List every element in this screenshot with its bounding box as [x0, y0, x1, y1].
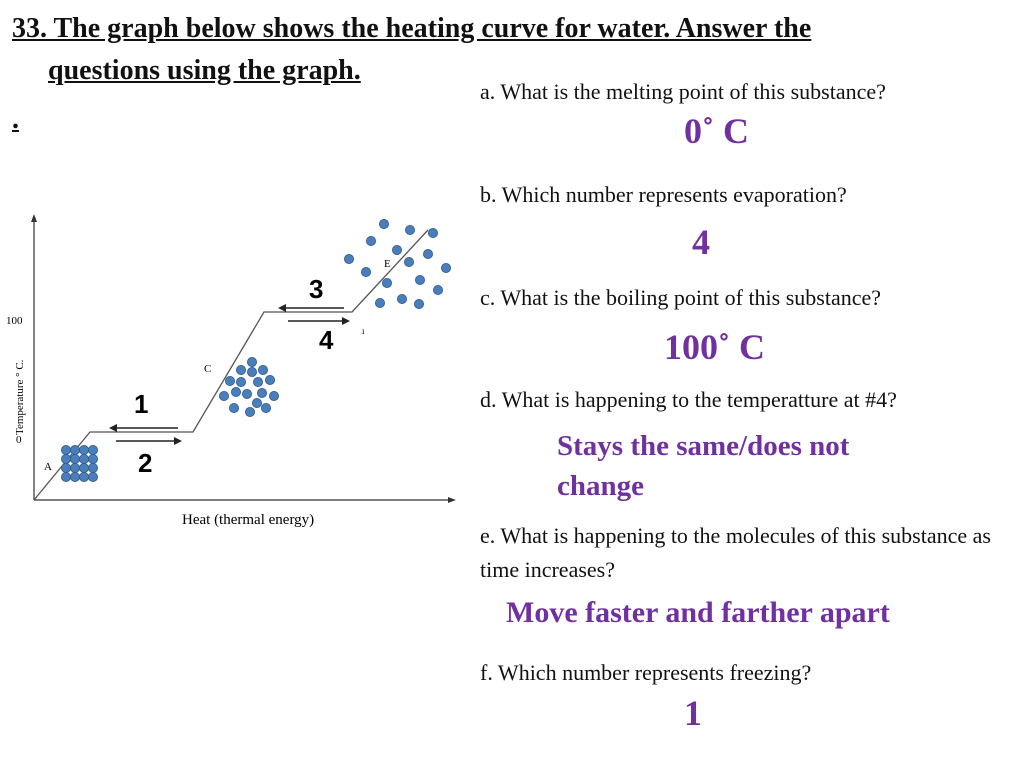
- mark-2: 2: [138, 448, 153, 478]
- question-e: e. What is happening to the molecules of this substance as time increases?: [480, 523, 991, 582]
- stray-mark: ı: [362, 326, 365, 336]
- answer-d-line-1: Stays the same/does not: [557, 430, 850, 462]
- heading-line-2: questions using the graph.: [48, 55, 361, 86]
- answer-d: [557, 426, 849, 506]
- y-axis-arrow: [31, 214, 37, 222]
- question-b: b. Which number represents evaporation?: [480, 182, 847, 207]
- y-tick-0: 0: [16, 434, 22, 446]
- bullet-dot: .: [12, 104, 19, 135]
- mark-4: 4: [319, 325, 334, 355]
- heating-curve-graph: [0, 210, 470, 540]
- question-d: d. What is happening to the temperatture at #4?: [480, 387, 897, 412]
- mark-3: 3: [309, 274, 324, 304]
- answer-f: 1: [684, 693, 702, 733]
- arrow-1-head: [109, 424, 117, 432]
- answer-a: 0˚ C: [684, 111, 749, 151]
- x-axis-arrow: [448, 497, 456, 503]
- y-axis-label: Temperature ° C.: [14, 359, 26, 435]
- answer-e: Move faster and farther apart: [506, 596, 890, 629]
- heading-line-1: 33. The graph below shows the heating curve for water. Answer the: [12, 13, 812, 44]
- y-tick-100: 100: [6, 315, 23, 327]
- arrow-4-head: [342, 317, 350, 325]
- question-a: a. What is the melting point of this substance?: [480, 79, 886, 104]
- point-label-a: A: [44, 461, 52, 473]
- gas-particles: [344, 219, 450, 308]
- arrow-3-head: [278, 304, 286, 312]
- x-axis-label: Heat (thermal energy): [182, 512, 315, 528]
- question-c: c. What is the boiling point of this substance?: [480, 285, 882, 310]
- answer-c: 100˚ C: [664, 327, 765, 367]
- arrow-2-head: [174, 437, 182, 445]
- point-label-c: C: [204, 363, 212, 375]
- answer-b: 4: [692, 222, 710, 262]
- answer-d-line-2: change: [557, 470, 644, 502]
- liquid-particles: [219, 357, 278, 416]
- mark-1: 1: [134, 389, 149, 419]
- solid-particles: [61, 445, 97, 481]
- point-label-e: E: [384, 258, 391, 270]
- question-f: f. Which number represents freezing?: [480, 660, 812, 685]
